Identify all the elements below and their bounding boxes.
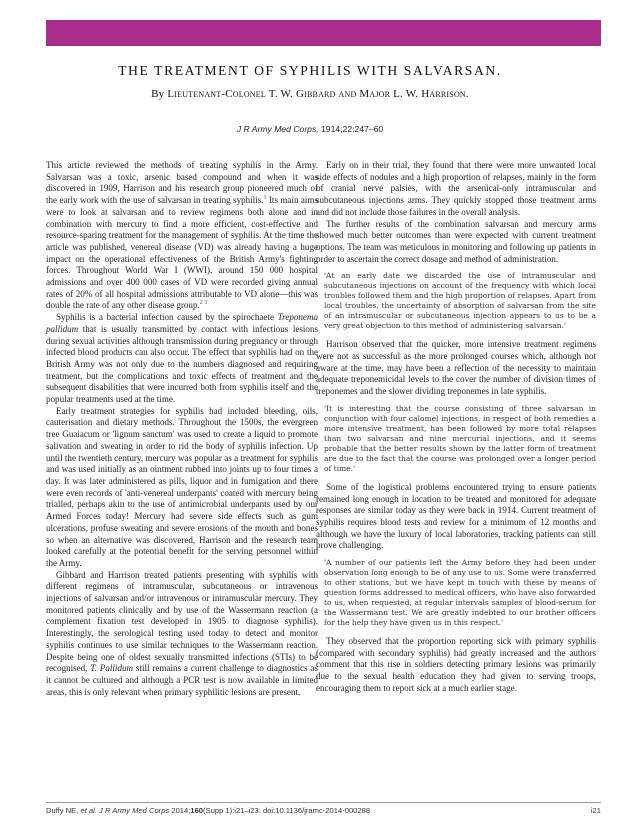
left-column (46, 160, 318, 698)
author-1: Lieutenant-Colonel T. W. Gibbard (167, 88, 336, 100)
paragraph-2 (46, 312, 318, 406)
paragraph-6: The further results of the combination salvarsan and mercury arms showed much better outcomes than were expected with current treatment options. The team was meticulous in monitoring and following up patients in order to ascertain the correct dosage and method of administration. (316, 218, 596, 264)
footer-citation-c: (Supp 1):i21–i23. doi:10.1136/jramc-2014-000288 (203, 806, 371, 815)
paragraph-2-text-a: Syphilis is a bacterial infection caused by the spirochaete (56, 312, 278, 323)
journal-banner (46, 20, 601, 46)
page-footer (46, 802, 601, 815)
paragraph-8: Some of the logistical problems encountered trying to ensure patients remained long enough in location to be treated and monitored for adequate responses are similar today as they were back in 1914. Current treatment of syphilis requires blood tests and review for a minimum of 12 months and although we have the luxury of local laboratories, tracking patients can still prove challenging. (316, 481, 596, 551)
article-authors (0, 88, 620, 100)
block-quote-2: 'It is interesting that the course consisting of three salvarsan in conjunction with four calomel injections, in respect of both remedies a more intensive treatment, has been followed by more total relapses than two salvarsan and nine mercurial injections, and it seems probable that the better results shown by the latter form of treatment are due to the fact that the course was prolonged over a longer period of time.' (324, 403, 596, 473)
authors-prefix: By (151, 88, 165, 100)
footer-citation-a: Duffy NE, (46, 806, 81, 815)
page-number: i21 (590, 806, 601, 815)
paragraph-1-text-b: Its main aims were to look at salvarsan and to review regimens both alone and in combination with mercury to find a more efficient, cost-effective and resource-sparing treatment for the management of syphilis. At the time the article was published, venereal disease (VD) was already having a huge impact on the operational effectiveness of the British Army's fighting forces. Throughout World War I (WWI), around 150 000 hospital admissions and over 400 000 cases of VD were recorded giving annual rates of 20% of all hospital admissions attributable to VD alone—this was double the rate of any other disease group. (46, 195, 318, 311)
paragraph-5: Early on in their trial, they found that there were more unwanted local side effects of nodules and a high proportion of relapses, mainly in the form of cranial nerve palsies, with the arsenical-only intramuscular and subcutaneous injections arms. They quickly stopped those treatment arms and did not include those failures in the overall analysis. (316, 160, 596, 217)
footer-citation-italic: et al. J R Army Med Corps (80, 806, 170, 815)
reference-2-3-link[interactable]: 2 3 (199, 300, 208, 307)
paragraph-2-text-b: that is usually transmitted by contact with infectious lesions during sexual activities although transmission during pregnancy or through infected blood products can also occur. The effect that syphilis had on the British Army was not only due to the numbers diagnosed and requiring treatment, but the complications and toxic effects of treatment and the subsequent disabilities that were incurred both from syphilis itself and the popular treatments used at the time. (46, 323, 318, 405)
paragraph-4-text-a: Gibbard and Harrison treated patients presenting with syphilis with different regimens of intramuscular, subcutaneous or intravenous injections of salvarsan and/or intravenous or intramuscular mercury. They monitored patients clinically and by use of the Wassermann reaction (a complement fixation test developed in 1905 to diagnose syphilis). Interestingly, the serological testing used today to detect and monitor syphilis continues to use similar techniques to the Wassermann reaction. Despite being one of oldest sexually transmitted infections (STIs) to be recognised, (46, 569, 318, 674)
source-citation (0, 124, 620, 134)
paragraph-4-text-b: still remains a current challenge to diagnostics as it cannot be cultured and although a PCR test is now available in limited areas, this is only relevant when primary syphilitic lesions are present. (46, 663, 318, 697)
block-quote-3: 'A number of our patients left the Army before they had been under observation long enough to be of any use to us. Some were transferred to other stations, but we have kept in touch with these by means of question forms addressed to medical officers, who have also forwarded to us, when requested, at regular intervals samples of blood-serum for the Wassermann test. We are greatly indebted to our brother officers for the help they have given us in this respect.' (324, 558, 596, 628)
authors-and: and (338, 88, 357, 100)
right-column (316, 160, 596, 695)
footer-volume: 160 (190, 806, 204, 815)
author-2: Major L. W. Harrison. (359, 88, 469, 100)
reference-1-link[interactable]: 1 (263, 195, 267, 202)
paragraph-4 (46, 570, 318, 699)
species-abbrev: T. Pallidum (90, 663, 134, 674)
species-name: Treponema pallidum (46, 312, 318, 334)
footer-citation-b: 2014; (169, 806, 191, 815)
paragraph-1 (46, 160, 318, 312)
article-title: THE TREATMENT OF SYPHILIS WITH SALVARSAN. (118, 63, 502, 78)
paragraph-1-text-a: This article reviewed the methods of treating syphilis in the Army. Salvarsan was a toxic, arsenic based compound and when it was discovered in 1909, Harrison and his research group pioneered much of the early work with the use of salvarsan in treating syphilis. (46, 160, 318, 206)
footer-citation (46, 806, 370, 815)
paragraph-3: Early treatment strategies for syphilis had included bleeding, oils, cauterisation and dietary methods. Throughout the 1500s, the evergreen tree Guaiacum or 'lignum sanctum' was used to create a liquid to promote salivation and sweating in order to rid the body of syphilis infection. Up until the twentieth century, mercury was popular as a treatment for syphilis and was used initially as an ointment rubbed into joints up to four times a day. It was later administered as pills, liquor and in fumigation and there were even records of 'anti-venereal underpants' coated with mercury being trialled, perhaps akin to the use of antimicrobial underpants used by our Armed Forces today! Mercury had severe side effects such as gum ulcerations, profuse sweating and severe erosions of the mouth and bones so when an alternative was discovered, Harrison and the research team looked carefully at the potential benefit for the serving personnel within the Army. (46, 405, 318, 568)
paragraph-7: Harrison observed that the quicker, more intensive treatment regimens were not as successful as the more prolonged courses which, although not aware at the time, may have been a reflection of the necessity to maintain adequate treponemicidal levels to the cover the number of division times of treponemes and the slower dividing treponemes in late syphilis. (316, 339, 596, 397)
block-quote-1: 'At an early date we discarded the use of intramuscular and subcutaneous injections on account of the frequency with which local troubles followed them and the high proportion of relapses. Apart from local troubles, the uncertainty of absorption of salvarsan from the site of an intramuscular or subcutaneous injection appears to us to be a very great objection to this method of administering salvarsan.' (324, 271, 596, 331)
citation-journal: J R Army Med Corps, (236, 124, 319, 134)
paragraph-9: They observed that the proportion reporting sick with primary syphilis (compared with secondary syphilis) had greatly increased and the authors comment that this rise in soldiers detecting primary lesions was primarily due to the sexual health education they had given to serving troops, encouraging them to report sick at a much earlier stage. (316, 636, 596, 693)
citation-details: 1914;22:247–60 (318, 124, 384, 134)
